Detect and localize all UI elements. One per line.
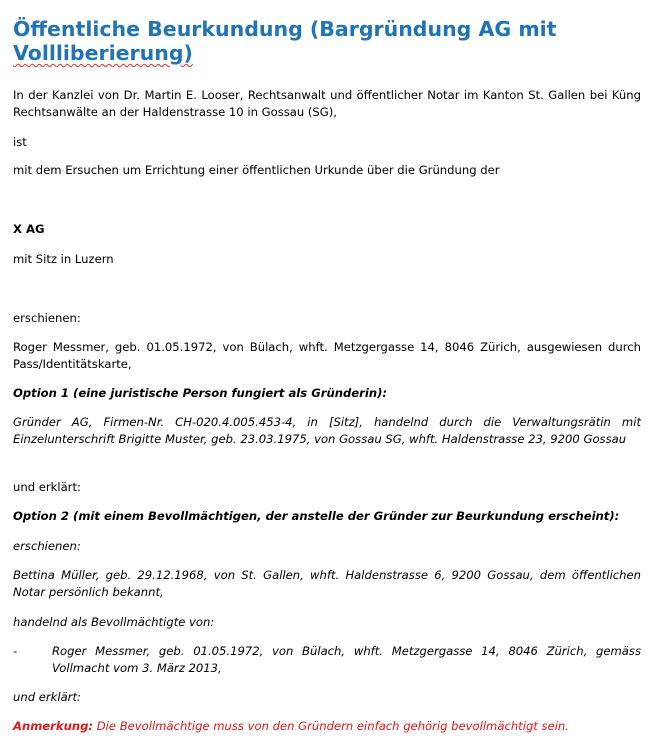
option1-paragraph: Gründer AG, Firmen-Nr. CH-020.4.005.453-4, in [Sitz], handelnd durch die Verwaltungsrätin mit Einzelunterschrift Brigitte Muster, geb. 23.03.1975, von Gossau SG, whft. Haldenstrasse 23, 9200 Gossau (13, 415, 641, 446)
option2-heading: Option 2 (mit einem Bevollmächtigen, der anstelle der Gründer zur Beurkundung erscheint): (13, 509, 620, 523)
document-title (13, 17, 653, 65)
option2-erschienen-line: erschienen: (13, 539, 81, 553)
title-text: Öffentliche Beurkundung (Bargründung AG mit (13, 17, 557, 41)
option2-und-erklaert-line: und erklärt: (13, 690, 81, 704)
option2-person-paragraph: Bettina Müller, geb. 29.12.1968, von St. Gallen, whft. Haldenstrasse 6, 9200 Gossau, dem öffentlichen Notar persönlich bekannt, (13, 568, 641, 599)
ist-line: ist (13, 135, 27, 149)
bullet-item: Roger Messmer, geb. 01.05.1972, von Bülach, whft. Metzgergasse 14, 8046 Zürich, gemäss Vollmacht vom 3. März 2013, (52, 644, 641, 675)
option1-heading: Option 1 (eine juristische Person fungiert als Gründerin): (13, 386, 388, 400)
ersuchen-line: mit dem Ersuchen um Errichtung einer öffentlichen Urkunde über die Gründung der (13, 163, 500, 177)
bullet-mark: - (13, 644, 18, 658)
note-text: Die Bevollmächtige muss von den Gründern einfach gehörig bevollmächtigt sein. (93, 719, 569, 733)
note-line (13, 718, 641, 735)
handelnd-line: handelnd als Bevollmächtigte von: (13, 615, 215, 629)
person-paragraph: Roger Messmer, geb. 01.05.1972, von Bülach, whft. Metzgergasse 14, 8046 Zürich, ausgewiesen durch Pass/Identitätskarte, (13, 340, 641, 371)
note-label: Anmerkung: (13, 719, 94, 733)
intro-paragraph: In der Kanzlei von Dr. Martin E. Looser, Rechtsanwalt und öffentlicher Notar im Kanton St. Gallen bei Küng Rechtsanwälte an der Haldenstrasse 10 in Gossau (SG), (13, 88, 641, 119)
company-name: X AG (13, 222, 45, 236)
erschienen-line: erschienen: (13, 311, 81, 325)
und-erklaert-line: und erklärt: (13, 480, 81, 494)
title-text-spellcheck: Vollliberierung) (13, 41, 193, 65)
company-seat: mit Sitz in Luzern (13, 252, 114, 266)
